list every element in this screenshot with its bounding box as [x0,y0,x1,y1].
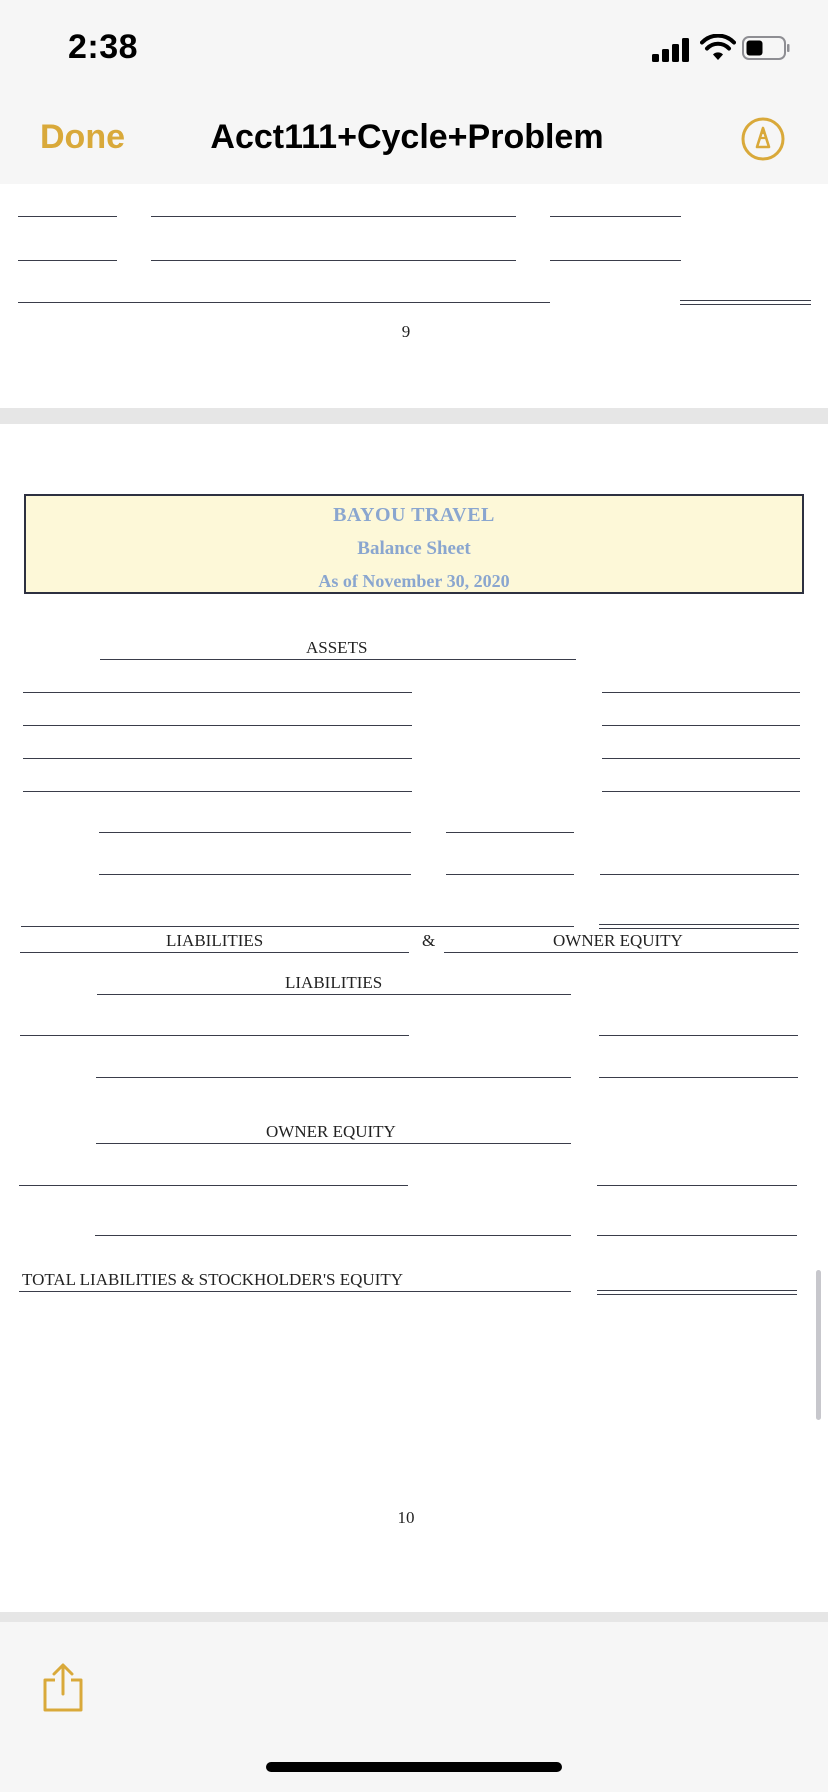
markup-pen-icon[interactable] [740,116,786,162]
done-button[interactable]: Done [40,118,125,156]
form-line [151,216,516,217]
form-line [446,832,574,833]
form-line [550,260,681,261]
form-line [95,1235,571,1236]
form-line [602,791,800,792]
form-line [23,725,412,726]
total-assets-line [21,926,574,927]
balance-sheet-header [24,494,804,594]
form-line [23,692,412,693]
form-line [602,725,800,726]
form-line [19,1185,408,1186]
battery-icon [742,36,790,60]
assets-heading: ASSETS [306,638,368,657]
form-line [96,1077,571,1078]
form-line [99,832,411,833]
form-line [23,791,412,792]
form-line [597,1185,797,1186]
pdf-viewer[interactable] [0,184,828,1622]
home-indicator[interactable] [266,1762,562,1772]
form-line [602,692,800,693]
navigation-bar [0,96,828,184]
wifi-icon [700,34,736,62]
statement-date: As of November 30, 2020 [318,571,510,591]
form-line [597,1235,797,1236]
company-name: BAYOU TRAVEL [333,504,495,526]
form-line [599,1035,798,1036]
form-line [96,1143,571,1144]
form-line [99,874,411,875]
form-line [444,952,798,953]
form-line [599,1077,798,1078]
form-line [97,994,571,995]
form-line [20,1035,409,1036]
total-double-line [597,1290,797,1295]
share-icon[interactable] [40,1662,86,1714]
form-line [100,659,576,660]
form-line [151,260,516,261]
form-line [602,758,800,759]
total-liabilities-equity-label: TOTAL LIABILITIES & STOCKHOLDER'S EQUITY [22,1270,404,1289]
form-line [20,952,409,953]
total-double-line [599,924,799,929]
cellular-signal-icon [652,36,692,62]
owner-equity-heading-right: OWNER EQUITY [553,931,683,950]
page-number: 9 [401,322,411,341]
document-title: Acct111+Cycle+Problem [210,118,604,156]
pdf-page-10 [0,424,828,1612]
vertical-scrollbar[interactable] [816,1270,821,1420]
form-line [600,874,799,875]
form-line [19,1291,571,1292]
form-line [550,216,681,217]
form-line [446,874,574,875]
form-line [23,758,412,759]
statement-title: Balance Sheet [357,538,471,559]
status-bar [0,0,828,96]
page-number: 10 [397,1508,415,1527]
total-double-line [680,300,811,305]
liabilities-heading: LIABILITIES [285,973,383,992]
pdf-page-9 [0,184,828,408]
status-time: 2:38 [68,28,139,66]
ampersand-label: & [422,931,436,950]
owner-equity-heading: OWNER EQUITY [266,1122,396,1141]
form-line [18,260,117,261]
liabilities-and-heading-left: LIABILITIES [166,931,264,950]
form-line [18,216,117,217]
form-line [18,302,550,303]
